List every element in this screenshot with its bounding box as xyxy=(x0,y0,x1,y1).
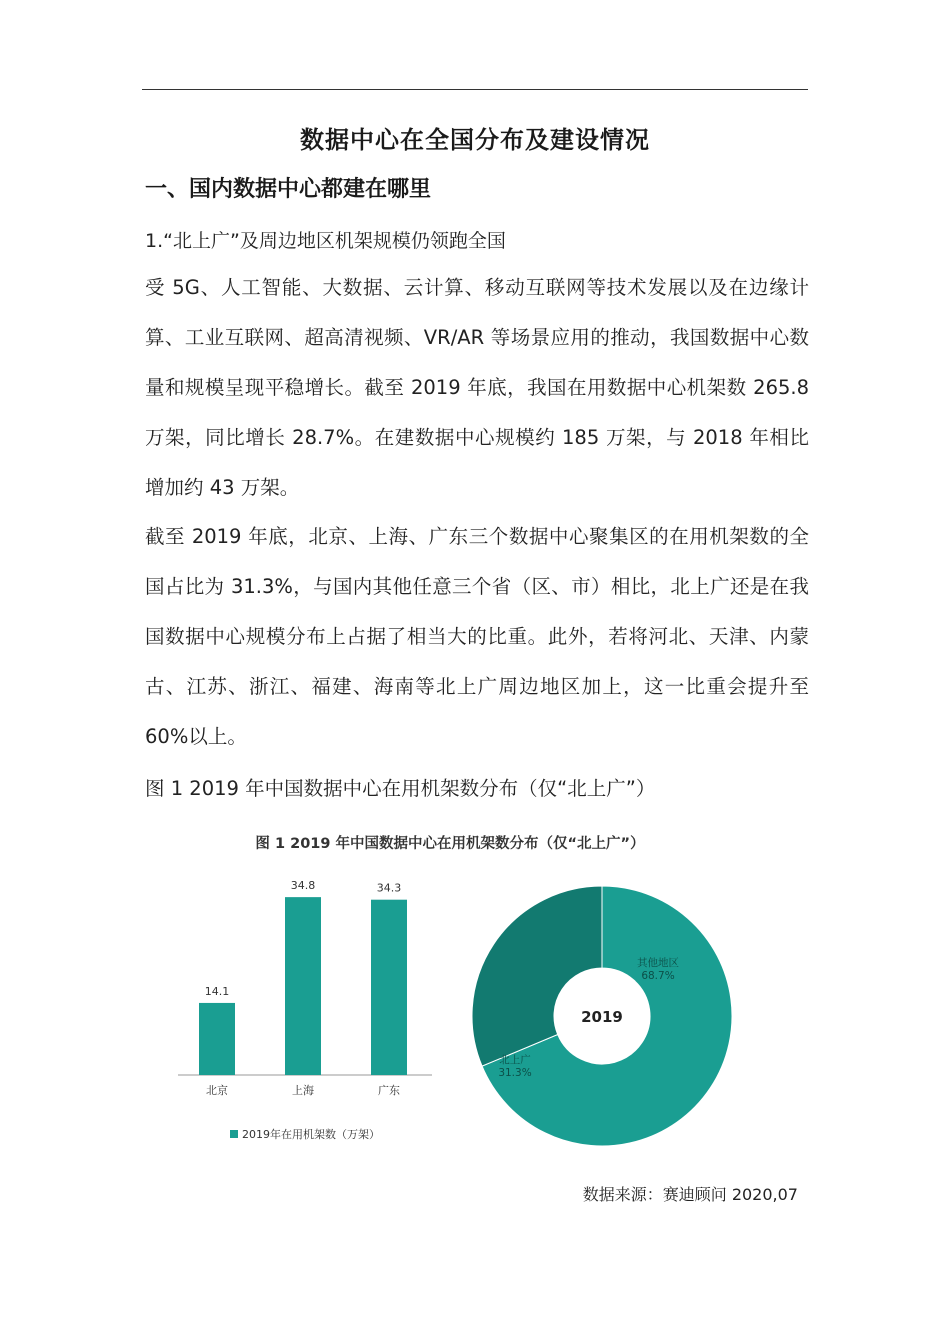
top-rule xyxy=(142,89,808,90)
bar-2 xyxy=(285,897,321,1075)
slice-name-label: 北上广 xyxy=(499,1054,531,1066)
x-tick-label: 北京 xyxy=(206,1084,228,1097)
figure-caption: 图 1 2019 年中国数据中心在用机架数分布（仅“北上广”） xyxy=(145,777,656,800)
legend-label: 2019年在用机架数（万架） xyxy=(242,1128,380,1141)
bar-value-label: 34.3 xyxy=(376,881,402,895)
bar-value-label: 14.1 xyxy=(204,984,230,998)
paragraph-2: 截至 2019 年底，北京、上海、广东三个数据中心聚集区的在用机架数的全国占比为 31.3%，与国内其他任意三个省（区、市）相比，北上广还是在我国数据中心规模分布上占据了相当大的比重。此外，若将河北、天津、内蒙古、江苏、浙江、福建、海南等北上广周边地区加上，这一比重会提升至 60%以上。 xyxy=(145,525,809,748)
subheading: 1.“北上广”及周边地区机架规模仍领跑全国 xyxy=(145,230,506,252)
slice-name-label: 其他地区 xyxy=(637,957,679,969)
bar-value-label: 34.8 xyxy=(290,879,316,893)
bar-3 xyxy=(371,900,407,1075)
donut-slice-2 xyxy=(472,886,602,1066)
paragraph-1: 受 5G、人工智能、大数据、云计算、移动互联网等技术发展以及在边缘计算、工业互联网、超高清视频、VR/AR 等场景应用的推动，我国数据中心数量和规模呈现平稳增长。截至 2019 年底，我国在用数据中心机架数 265.8 万架，同比增长 28.7%。在建数据中心规模约 185 万架，与 2018 年相比增加约 43 万架。 xyxy=(145,276,809,499)
x-tick-label: 广东 xyxy=(378,1084,400,1097)
document-title: 数据中心在全国分布及建设情况 xyxy=(300,126,650,154)
figure xyxy=(150,820,800,1180)
bar-1 xyxy=(199,1003,235,1075)
donut-chart xyxy=(472,886,732,1146)
section-heading: 一、国内数据中心都建在哪里 xyxy=(145,177,432,202)
legend-swatch xyxy=(230,1130,238,1138)
figure-title: 图 1 2019 年中国数据中心在用机架数分布（仅“北上广”） xyxy=(255,836,645,852)
slice-value-label: 31.3% xyxy=(498,1067,532,1079)
data-source: 数据来源：赛迪顾问 2020,07 xyxy=(582,1185,798,1204)
slice-value-label: 68.7% xyxy=(641,970,675,982)
x-tick-label: 上海 xyxy=(292,1084,314,1097)
figure-chart xyxy=(150,820,800,1180)
donut-center-label: 2019 xyxy=(581,1008,623,1026)
bar-chart xyxy=(178,879,432,1141)
